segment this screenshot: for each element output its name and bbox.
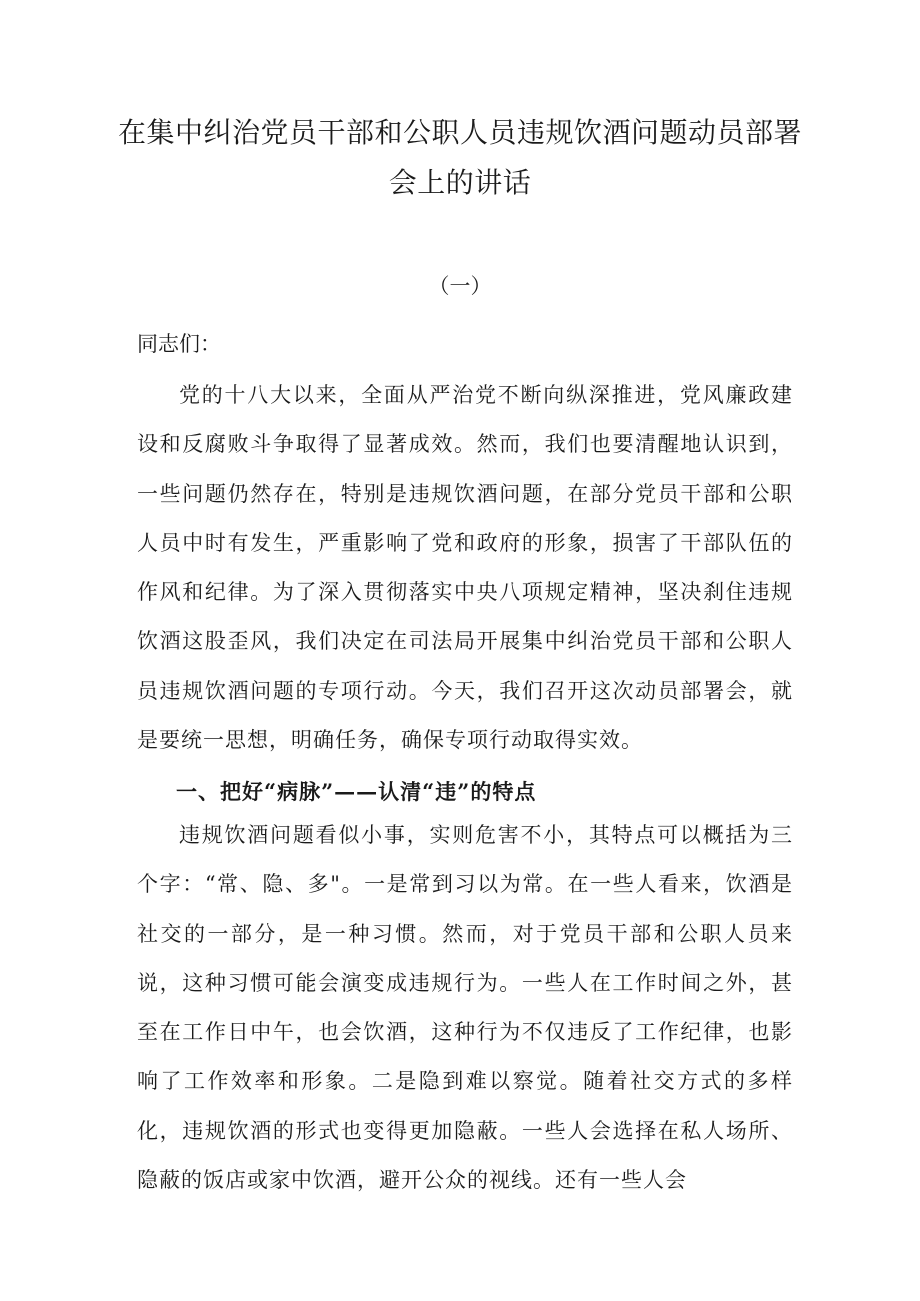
section-number: （一） bbox=[428, 274, 492, 298]
document-title: 在集中纠治党员干部和公职人员违规饮酒问题动员部署会上的讲话 bbox=[117, 116, 802, 199]
paragraph-intro: 党的十八大以来，全面从严治党不断向纵深推进，党风廉政建设和反腐败斗争取得了显著成效。然而，我们也要清醒地认识到，一些问题仍然存在，特别是违规饮酒问题，在部分党员干部和公职人员中时有发生，严重影响了党和政府的形象，损害了干部队伍的作风和纪律。为了深入贯彻落实中央八项规定精神，坚决刹住违规饮酒这股歪风，我们决定在司法局开展集中纠治党员干部和公职人员违规饮酒问题的专项行动。今天，我们召开这次动员部署会，就是要统一思想，明确任务，确保专项行动取得实效。 bbox=[137, 383, 793, 753]
salutation: 同志们： bbox=[137, 332, 221, 356]
paragraph-body: 违规饮酒问题看似小事，实则危害不小，其特点可以概括为三个字：“常、隐、多"。一是常到习以为常。在一些人看来，饮酒是社交的一部分，是一种习惯。然而，对于党员干部和公职人员来说，这种习惯可能会演变成违规行为。一些人在工作时间之外，甚至在工作日中午，也会饮酒，这种行为不仅违反了工作纪律，也影响了工作效率和形象。二是隐到难以察觉。随着社交方式的多样化，违规饮酒的形式也变得更加隐蔽。一些人会选择在私人场所、隐蔽的饭店或家中饮酒，避开公众的视线。还有一些人会 bbox=[137, 823, 793, 1193]
section-heading: 一、把好“病脉”——认清“违”的特点 bbox=[176, 779, 537, 804]
